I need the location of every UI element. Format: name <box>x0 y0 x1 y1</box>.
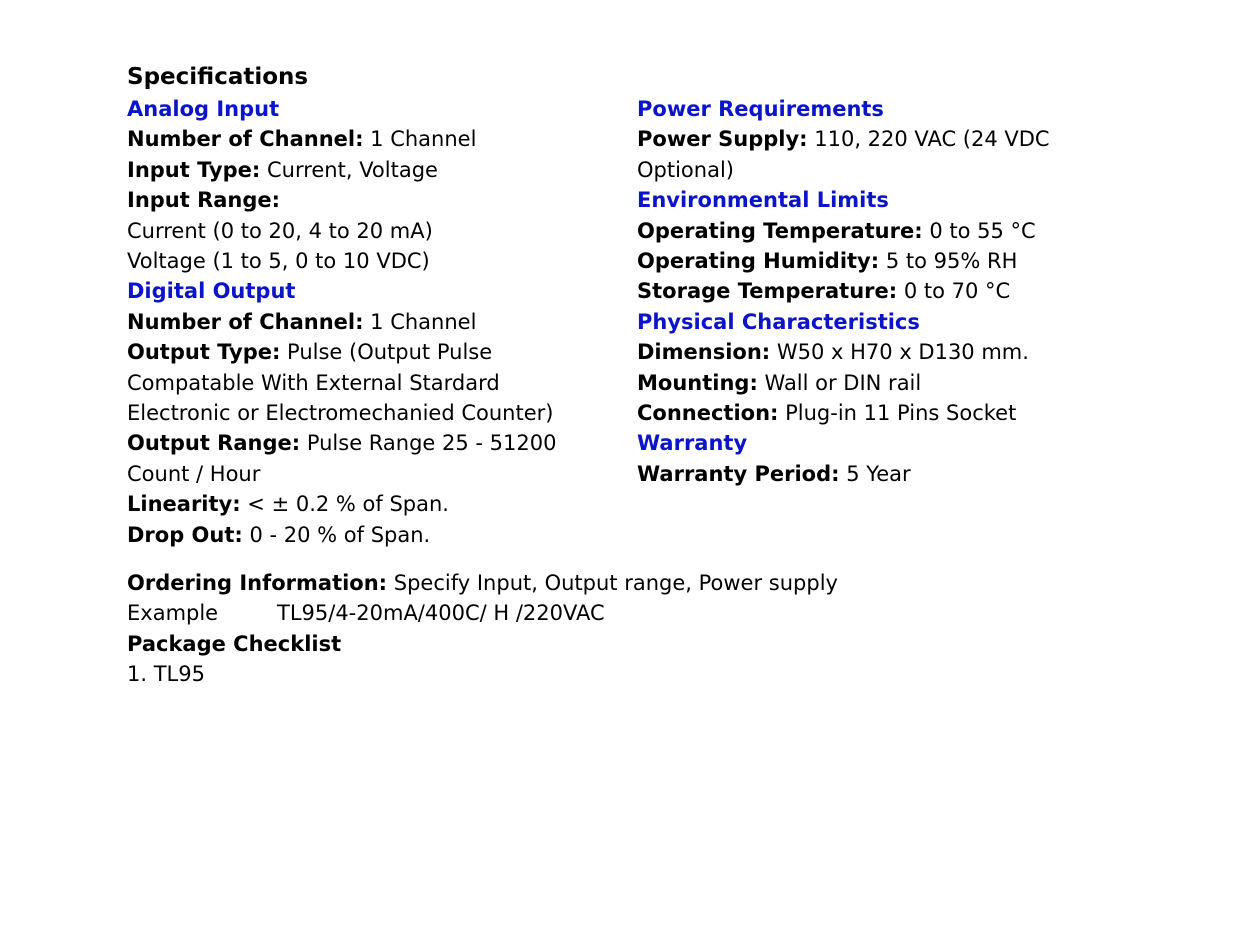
mounting-label: Mounting: <box>637 370 758 395</box>
output-type-label: Output Type: <box>127 340 281 365</box>
environmental-limits-heading: Environmental Limits <box>637 188 889 213</box>
warranty-heading: Warranty <box>637 431 748 456</box>
mounting-row <box>637 368 1087 398</box>
power-supply-label: Power Supply: <box>637 127 808 152</box>
dropout-row <box>127 520 597 550</box>
output-range-value: Pulse Range 25 - 51200 <box>300 431 557 456</box>
digital-channels-row <box>127 307 597 337</box>
storage-temperature-value: 0 to 70 °C <box>897 279 1011 304</box>
linearity-row <box>127 489 597 519</box>
ordering-information-row <box>127 568 1077 598</box>
checklist-item: 1. TL95 <box>127 662 205 687</box>
digital-channels-value: 1 Channel <box>363 309 477 334</box>
package-checklist-heading: Package Checklist <box>127 631 342 656</box>
output-type-row <box>127 337 597 367</box>
digital-output-heading: Digital Output <box>127 279 296 304</box>
power-supply-row <box>637 124 1087 154</box>
operating-temperature-label: Operating Temperature: <box>637 218 923 243</box>
linearity-label: Linearity: <box>127 492 241 517</box>
analog-input-heading: Analog Input <box>127 97 280 121</box>
analog-channels-value: 1 Channel <box>363 127 477 152</box>
input-range-voltage: Voltage (1 to 5, 0 to 10 VDC) <box>127 249 430 274</box>
input-type-value: Current, Voltage <box>260 157 438 182</box>
output-type-continuation-1: Compatable With External Stardard <box>127 370 500 395</box>
example-label: Example <box>127 601 219 626</box>
output-range-row <box>127 428 597 458</box>
output-type-value: Pulse (Output Pulse <box>280 340 493 365</box>
input-type-label: Input Type: <box>127 157 261 182</box>
operating-humidity-label: Operating Humidity: <box>637 249 880 274</box>
dimension-value: W50 x H70 x D130 mm. <box>770 340 1029 365</box>
input-type-row <box>127 155 597 185</box>
input-range-current: Current (0 to 20, 4 to 20 mA) <box>127 218 433 243</box>
output-range-label: Output Range: <box>127 431 301 456</box>
warranty-period-label: Warranty Period: <box>637 461 840 486</box>
operating-humidity-row <box>637 246 1087 276</box>
power-supply-continuation: Optional) <box>637 157 734 182</box>
warranty-period-row <box>637 459 1087 489</box>
digital-channels-label: Number of Channel: <box>127 309 364 334</box>
input-range-label: Input Range: <box>127 188 281 213</box>
power-supply-value: 110, 220 VAC (24 VDC <box>807 127 1050 152</box>
ordering-information-value: Specify Input, Output range, Power supply <box>387 571 838 595</box>
analog-channels-label: Number of Channel: <box>127 127 364 152</box>
mounting-value: Wall or DIN rail <box>757 370 922 395</box>
example-value: TL95/4-20mA/400C/ H /220VAC <box>277 601 605 626</box>
storage-temperature-row <box>637 276 1087 306</box>
left-column <box>127 94 597 550</box>
connection-row <box>637 398 1087 428</box>
connection-value: Plug-in 11 Pins Socket <box>778 401 1017 426</box>
ordering-information-label: Ordering Information: <box>127 571 388 595</box>
dropout-label: Drop Out: <box>127 522 243 547</box>
right-column <box>637 94 1087 489</box>
ordering-section <box>127 568 1077 690</box>
storage-temperature-label: Storage Temperature: <box>637 279 898 304</box>
dimension-row <box>637 337 1087 367</box>
operating-humidity-value: 5 to 95% RH <box>879 249 1018 274</box>
page-title: Specifications <box>127 64 309 90</box>
linearity-value: < ± 0.2 % of Span. <box>240 492 449 517</box>
dropout-value: 0 - 20 % of Span. <box>242 522 431 547</box>
analog-channels-row <box>127 124 597 154</box>
connection-label: Connection: <box>637 401 779 426</box>
output-range-continuation: Count / Hour <box>127 461 261 486</box>
warranty-period-value: 5 Year <box>839 461 911 486</box>
output-type-continuation-2: Electronic or Electromechanied Counter) <box>127 401 554 426</box>
operating-temperature-row <box>637 216 1087 246</box>
example-row <box>127 598 1077 628</box>
physical-characteristics-heading: Physical Characteristics <box>637 309 920 334</box>
power-requirements-heading: Power Requirements <box>637 97 884 121</box>
dimension-label: Dimension: <box>637 340 771 365</box>
operating-temperature-value: 0 to 55 °C <box>922 218 1036 243</box>
